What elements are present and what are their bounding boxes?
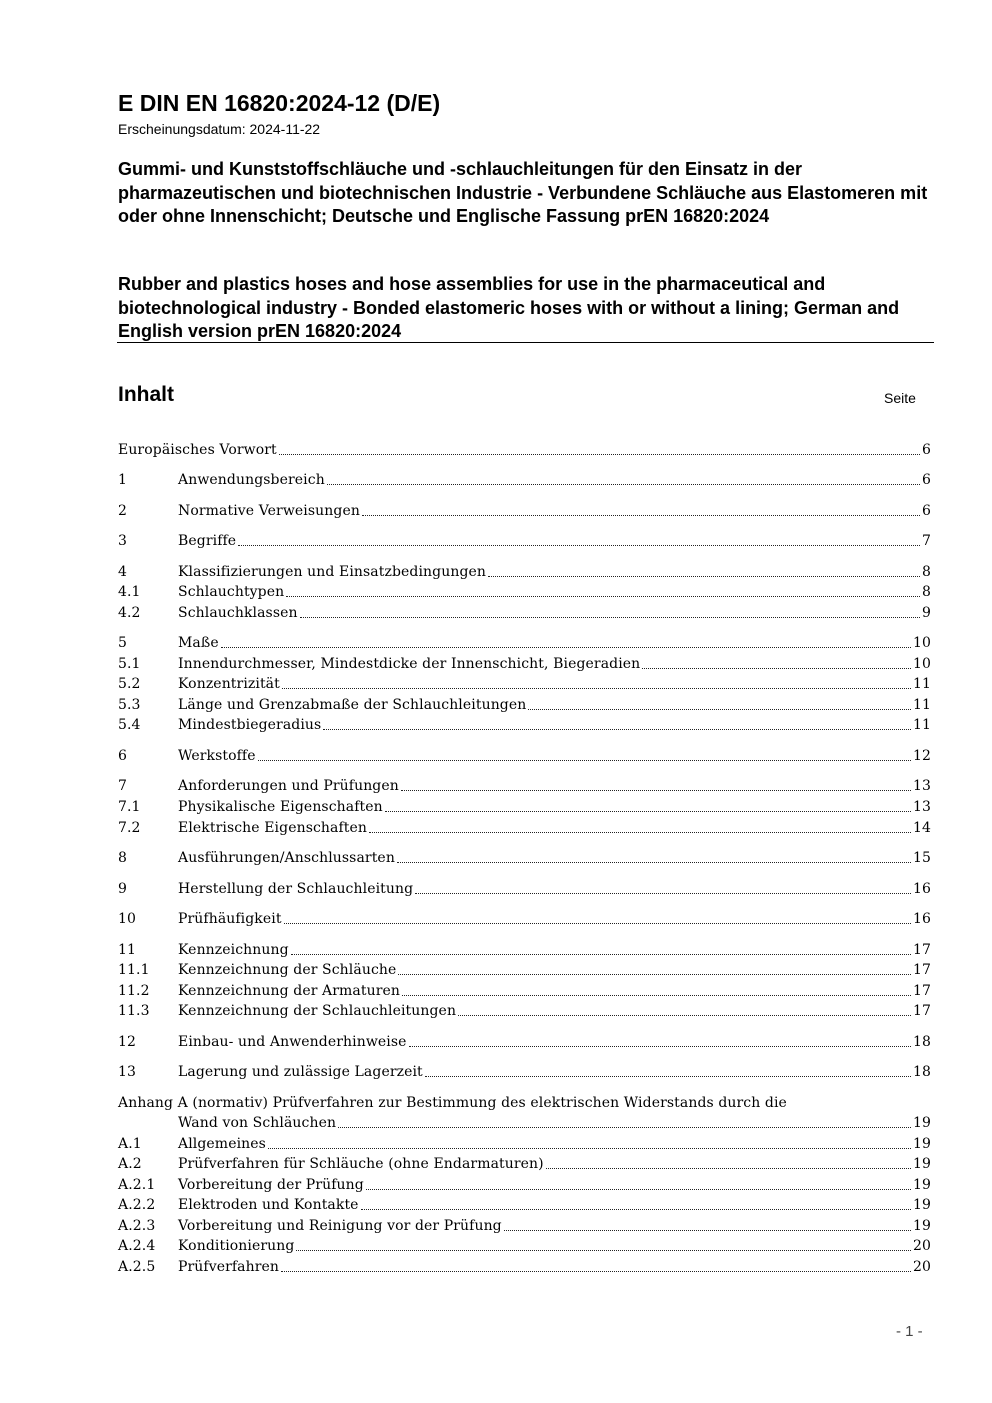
toc-annex-title-line2: Wand von Schläuchen [178,1115,337,1131]
toc-entry-title: Länge und Grenzabmaße der Schlauchleitungen [178,697,527,713]
toc-entry[interactable] [118,715,931,735]
dot-leader [338,1127,911,1128]
dot-leader [642,668,911,669]
toc-entry[interactable] [118,797,931,817]
toc-entry-title: Werkstoffe [178,748,256,764]
toc-entry-number: 11.1 [118,962,150,978]
toc-entry-page: 10 [912,635,931,651]
dot-leader [282,688,911,689]
toc-entry[interactable] [118,633,931,653]
dot-leader [279,454,920,455]
toc-entry-number: 8 [118,850,128,866]
dot-leader [504,1230,911,1231]
toc-entry[interactable] [118,1062,931,1082]
toc-entry-title: Normative Verweisungen [178,503,360,519]
toc-entry-title: Europäisches Vorwort [118,442,277,458]
dot-leader [528,709,911,710]
toc-entry[interactable] [118,562,931,582]
dot-leader [415,893,911,894]
dot-leader [398,974,911,975]
toc-entry[interactable] [118,674,931,694]
toc-entry-number: 11.3 [118,1003,150,1019]
toc-entry-number: A.2.2 [118,1197,156,1213]
toc-entry-page: 16 [912,911,931,927]
toc-entry-page: 20 [912,1238,931,1254]
toc-entry-title: Einbau- und Anwenderhinweise [178,1034,407,1050]
dot-leader [268,1148,911,1149]
dot-leader [323,729,911,730]
toc-entry[interactable] [118,909,931,929]
toc-entry-page: 19 [912,1218,931,1234]
toc-entry[interactable] [118,1032,931,1052]
toc-entry-page: 9 [921,605,931,621]
dot-leader [258,760,911,761]
toc-entry-number: 5.3 [118,697,141,713]
toc-entry-title: Mindestbiegeradius [178,717,322,733]
toc-entry-title: Maße [178,635,219,651]
toc-entry[interactable] [118,1216,931,1236]
dot-leader [385,811,911,812]
toc-entry-number: A.2 [118,1156,142,1172]
toc-entry-number: 5.2 [118,676,141,692]
toc-entry-page: 19 [912,1197,931,1213]
toc-entry-page: 8 [921,584,931,600]
publication-date: Erscheinungsdatum: 2024-11-22 [118,121,321,137]
toc-entry-number: 12 [118,1034,137,1050]
dot-leader [397,862,911,863]
toc-entry-title: Schlauchklassen [178,605,298,621]
toc-entry-page: 11 [912,676,931,692]
toc-entry[interactable] [118,960,931,980]
toc-entry-title: Ausführungen/Anschlussarten [178,850,395,866]
dot-leader [296,1250,911,1251]
toc-entry[interactable] [118,654,931,674]
toc-entry-number: 4 [118,564,128,580]
toc-entry-page: 19 [912,1115,931,1131]
toc-entry-page: 20 [912,1259,931,1275]
toc-entry-number: 2 [118,503,128,519]
toc-entry-title: Anforderungen und Prüfungen [178,778,399,794]
toc-entry-number: A.2.5 [118,1259,156,1275]
toc-entry-number: 11 [118,942,137,958]
toc-entry-title: Kennzeichnung der Armaturen [178,983,401,999]
toc-entry-title: Herstellung der Schlauchleitung [178,881,414,897]
dot-leader [402,995,911,996]
toc-entry[interactable] [118,582,931,602]
dot-leader [369,832,911,833]
dot-leader [366,1189,911,1190]
toc-entry[interactable] [118,1257,931,1277]
toc-entry-number: A.1 [118,1136,142,1152]
dot-leader [409,1046,911,1047]
toc-entry-page: 11 [912,697,931,713]
toc-entry-number: A.2.1 [118,1177,156,1193]
toc-entry-page: 7 [921,533,931,549]
toc-entry-page: 13 [912,799,931,815]
toc-entry[interactable] [118,501,931,521]
toc-entry-title: Begriffe [178,533,237,549]
title-german: Gummi- und Kunststoffschläuche und -schlauchleitungen für den Einsatz in der pharmazeutischen und biotechnischen Industrie - Verbundene Schläuche aus Elastomeren mit oder ohne Innenschicht; Deutsche und Englische Fassung prEN 16820:2024 [118,159,928,226]
toc-entry-page: 15 [912,850,931,866]
toc-entry-number: 13 [118,1064,137,1080]
dot-leader [300,617,920,618]
toc-entry-number: 5.1 [118,656,141,672]
toc-entry-page: 18 [912,1064,931,1080]
toc-entry[interactable] [118,981,931,1001]
dot-leader [291,954,911,955]
toc-entry-title: Prüfverfahren für Schläuche (ohne Endarmaturen) [178,1156,544,1172]
toc-entry-number: 5 [118,635,128,651]
toc-entry-page: 17 [912,1003,931,1019]
toc-entry-title: Innendurchmesser, Mindestdicke der Innenschicht, Biegeradien [178,656,641,672]
toc-entry-number: 3 [118,533,128,549]
toc-entry-title: Lagerung und zulässige Lagerzeit [178,1064,423,1080]
toc-entry[interactable] [118,1175,931,1195]
toc-entry-page: 13 [912,778,931,794]
toc-entry[interactable] [118,1134,931,1154]
toc-entry-number: 5.4 [118,717,141,733]
dot-leader [362,515,920,516]
toc-entry[interactable] [118,776,931,796]
toc-entry[interactable] [118,470,931,490]
toc-entry-page: 16 [912,881,931,897]
toc-entry-title: Vorbereitung der Prüfung [178,1177,364,1193]
dot-leader [327,484,920,485]
toc-entry-title: Kennzeichnung der Schlauchleitungen [178,1003,457,1019]
dot-leader [284,923,911,924]
toc-entry-number: 7.2 [118,820,141,836]
dot-leader [425,1076,911,1077]
toc-entry-title: Klassifizierungen und Einsatzbedingungen [178,564,487,580]
toc-entry-title: Vorbereitung und Reinigung vor der Prüfung [178,1218,502,1234]
dot-leader [221,647,911,648]
toc-entry-number: 11.2 [118,983,150,999]
toc-entry-page: 8 [921,564,931,580]
title-english: Rubber and plastics hoses and hose assemblies for use in the pharmaceutical and biotechnological industry - Bonded elastomeric hoses with or without a lining; German and English version prEN 16820:2024 [118,274,900,341]
toc-entry[interactable] [118,746,931,766]
dot-leader [458,1015,911,1016]
toc-entry-page: 6 [921,442,931,458]
toc-entry-page: 10 [912,656,931,672]
toc-entry-title: Kennzeichnung [178,942,289,958]
toc-entry-title: Allgemeines [178,1136,266,1152]
dot-leader [401,790,911,791]
toc-entry-page: 17 [912,942,931,958]
toc-entry-number: A.2.3 [118,1218,156,1234]
page-column-label: Seite [884,390,916,406]
toc-entry[interactable] [118,879,931,899]
toc-entry[interactable] [118,603,931,623]
toc-entry-number: 7 [118,778,128,794]
toc-entry[interactable] [118,531,931,551]
toc-entry-number: 4.2 [118,605,141,621]
toc-entry-number: 6 [118,748,128,764]
toc-entry-page: 17 [912,962,931,978]
toc-entry-title: Physikalische Eigenschaften [178,799,383,815]
toc-entry-page: 18 [912,1034,931,1050]
dot-leader [238,545,920,546]
toc-entry-page: 6 [921,472,931,488]
toc-entry-title: Schlauchtypen [178,584,285,600]
toc-entry-page: 19 [912,1177,931,1193]
toc-entry[interactable] [118,940,931,960]
toc-entry[interactable] [118,1001,931,1021]
toc-annex-entry[interactable] [118,1113,931,1133]
toc-entry-title: Elektrische Eigenschaften [178,820,367,836]
toc-entry-title: Anwendungsbereich [178,472,325,488]
toc-entry-page: 12 [912,748,931,764]
toc-heading: Inhalt [118,383,174,406]
toc-entry-number: A.2.4 [118,1238,156,1254]
toc-entry-page: 17 [912,983,931,999]
toc-entry-number: 4.1 [118,584,141,600]
toc-entry-number: 1 [118,472,128,488]
toc-entry-number: 10 [118,911,137,927]
document-number: E DIN EN 16820:2024-12 (D/E) [118,90,441,116]
toc-entry[interactable] [118,848,931,868]
toc-entry[interactable] [118,1236,931,1256]
toc-entry[interactable] [118,1195,931,1215]
toc-entry-page: 19 [912,1156,931,1172]
dot-leader [488,576,920,577]
toc-entry[interactable] [118,818,931,838]
dot-leader [281,1271,911,1272]
toc-entry-title: Konditionierung [178,1238,295,1254]
toc-entry-page: 19 [912,1136,931,1152]
toc-entry-page: 6 [921,503,931,519]
toc-entry-number: 7.1 [118,799,141,815]
dot-leader [361,1209,911,1210]
dot-leader [546,1168,911,1169]
toc-entry[interactable] [118,1154,931,1174]
toc-entry-title: Kennzeichnung der Schläuche [178,962,397,978]
dot-leader [286,596,920,597]
toc-entry[interactable] [118,695,931,715]
toc-entry-page: 11 [912,717,931,733]
toc-entry-title: Elektroden und Kontakte [178,1197,359,1213]
toc-entry[interactable] [118,440,931,460]
toc-entry-title: Prüfverfahren [178,1259,280,1275]
toc-entry-number: 9 [118,881,128,897]
page-number: - 1 - [896,1323,923,1340]
toc-entry-title: Prüfhäufigkeit [178,911,282,927]
toc-entry-page: 14 [912,820,931,836]
toc-annex-title-line1[interactable]: Anhang A (normativ) Prüfverfahren zur Bestimmung des elektrischen Widerstands durch die [118,1095,787,1111]
toc-entry-title: Konzentrizität [178,676,280,692]
